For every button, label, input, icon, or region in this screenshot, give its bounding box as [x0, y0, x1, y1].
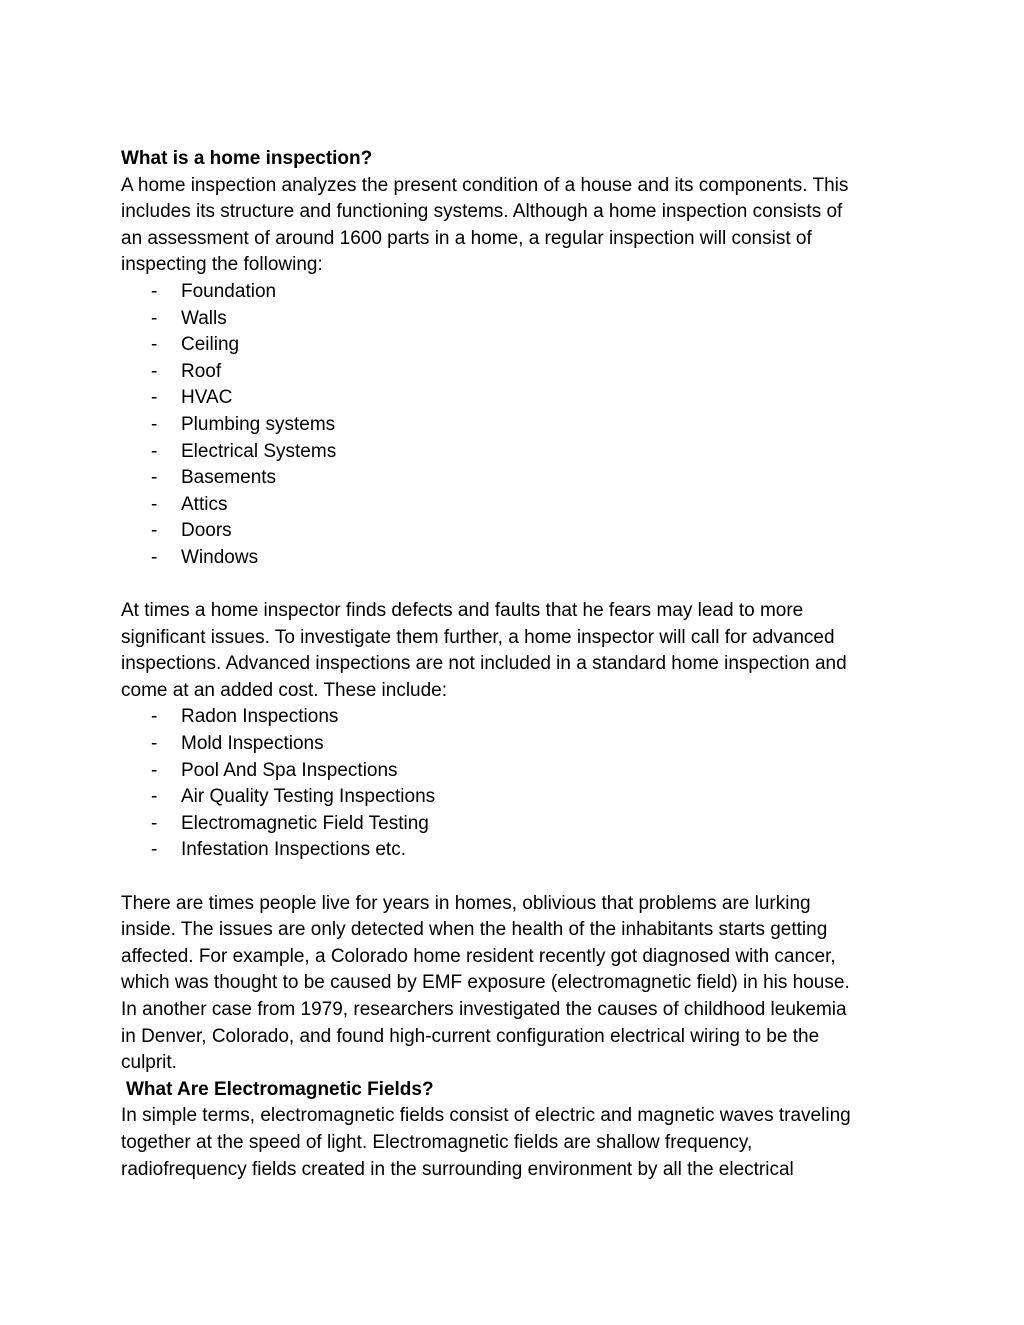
paragraph-advanced-inspections	[121, 598, 911, 704]
list-item-text: Basements	[181, 467, 277, 489]
list-item-text: Radon Inspections	[181, 706, 339, 728]
paragraph-line: affected. For example, a Colorado home resident recently got diagnosed with cancer,	[121, 945, 836, 967]
paragraph-spacer	[121, 864, 911, 891]
list-item-text: Windows	[181, 546, 259, 568]
list-item-text: Plumbing systems	[181, 413, 336, 435]
list-item	[121, 439, 911, 466]
list-item-text: Doors	[181, 520, 232, 542]
list-item-text: Attics	[181, 493, 228, 515]
list-item	[121, 412, 911, 439]
list-item-text: HVAC	[181, 387, 233, 409]
list-item	[121, 332, 911, 359]
list-item	[121, 784, 911, 811]
list-item-text: Roof	[181, 360, 222, 382]
dash-bullet: -	[151, 786, 158, 808]
list-item-text: Electromagnetic Field Testing	[181, 812, 429, 834]
list-item	[121, 545, 911, 572]
list-item-text: Pool And Spa Inspections	[181, 759, 398, 781]
paragraph-line: an assessment of around 1600 parts in a home, a regular inspection will consist of	[121, 227, 812, 249]
dash-bullet: -	[151, 280, 158, 302]
paragraph-line: includes its structure and functioning systems. Although a home inspection consists of	[121, 201, 843, 223]
list-item-text: Walls	[181, 307, 227, 329]
section-heading-electromagnetic-fields: What Are Electromagnetic Fields?	[126, 1078, 434, 1100]
list-item	[121, 758, 911, 785]
dash-bullet: -	[151, 440, 158, 462]
dash-bullet: -	[151, 839, 158, 861]
paragraph-line: inspections. Advanced inspections are not included in a standard home inspection and	[121, 653, 847, 675]
list-item	[121, 731, 911, 758]
paragraph-electromagnetic-fields	[121, 1103, 911, 1183]
paragraph-line: in Denver, Colorado, and found high-current configuration electrical wiring to be the	[121, 1025, 820, 1047]
document-page	[121, 146, 911, 1183]
dash-bullet: -	[151, 493, 158, 515]
paragraph-line: inside. The issues are only detected when the health of the inhabitants starts getting	[121, 919, 828, 941]
paragraph-line: come at an added cost. These include:	[121, 679, 448, 701]
dash-bullet: -	[151, 467, 158, 489]
dash-bullet: -	[151, 706, 158, 728]
advanced-inspections-list	[121, 704, 911, 864]
paragraph-spacer	[121, 572, 911, 599]
paragraph-line: There are times people live for years in homes, oblivious that problems are lurking	[121, 892, 811, 914]
dash-bullet: -	[151, 387, 158, 409]
paragraph-line: At times a home inspector finds defects and faults that he fears may lead to more	[121, 600, 804, 622]
paragraph-hidden-problems	[121, 891, 911, 1077]
list-item-text: Air Quality Testing Inspections	[181, 786, 436, 808]
list-item	[121, 359, 911, 386]
list-item	[121, 306, 911, 333]
paragraph-home-inspection-intro	[121, 173, 911, 279]
dash-bullet: -	[151, 413, 158, 435]
paragraph-line: A home inspection analyzes the present condition of a house and its components. This	[121, 174, 849, 196]
dash-bullet: -	[151, 307, 158, 329]
paragraph-line: In simple terms, electromagnetic fields consist of electric and magnetic waves traveling	[121, 1105, 851, 1127]
paragraph-line: In another case from 1979, researchers investigated the causes of childhood leukemia	[121, 999, 847, 1020]
paragraph-line: radiofrequency fields created in the surrounding environment by all the electrical	[121, 1158, 794, 1180]
list-item	[121, 704, 911, 731]
list-item	[121, 518, 911, 545]
list-item-text: Foundation	[181, 280, 277, 302]
list-item-text: Ceiling	[181, 334, 240, 356]
list-item-text: Infestation Inspections etc.	[181, 839, 406, 861]
paragraph-line: which was thought to be caused by EMF exposure (electromagnetic field) in his house.	[121, 972, 850, 994]
dash-bullet: -	[151, 733, 158, 755]
list-item-text: Mold Inspections	[181, 733, 324, 755]
list-item-text: Electrical Systems	[181, 440, 337, 462]
dash-bullet: -	[151, 812, 158, 834]
list-item	[121, 837, 911, 864]
dash-bullet: -	[151, 546, 158, 568]
paragraph-line: inspecting the following:	[121, 254, 323, 276]
list-item	[121, 811, 911, 838]
inspection-items-list	[121, 279, 911, 572]
section-heading-home-inspection: What is a home inspection?	[121, 148, 373, 169]
dash-bullet: -	[151, 360, 158, 382]
paragraph-line: together at the speed of light. Electromagnetic fields are shallow frequency,	[121, 1131, 753, 1153]
list-item	[121, 385, 911, 412]
list-item	[121, 279, 911, 306]
paragraph-line: culprit.	[121, 1052, 177, 1074]
dash-bullet: -	[151, 759, 158, 781]
list-item	[121, 492, 911, 519]
dash-bullet: -	[151, 520, 158, 542]
dash-bullet: -	[151, 334, 158, 356]
list-item	[121, 465, 911, 492]
paragraph-line: significant issues. To investigate them further, a home inspector will call for advanced	[121, 626, 835, 648]
